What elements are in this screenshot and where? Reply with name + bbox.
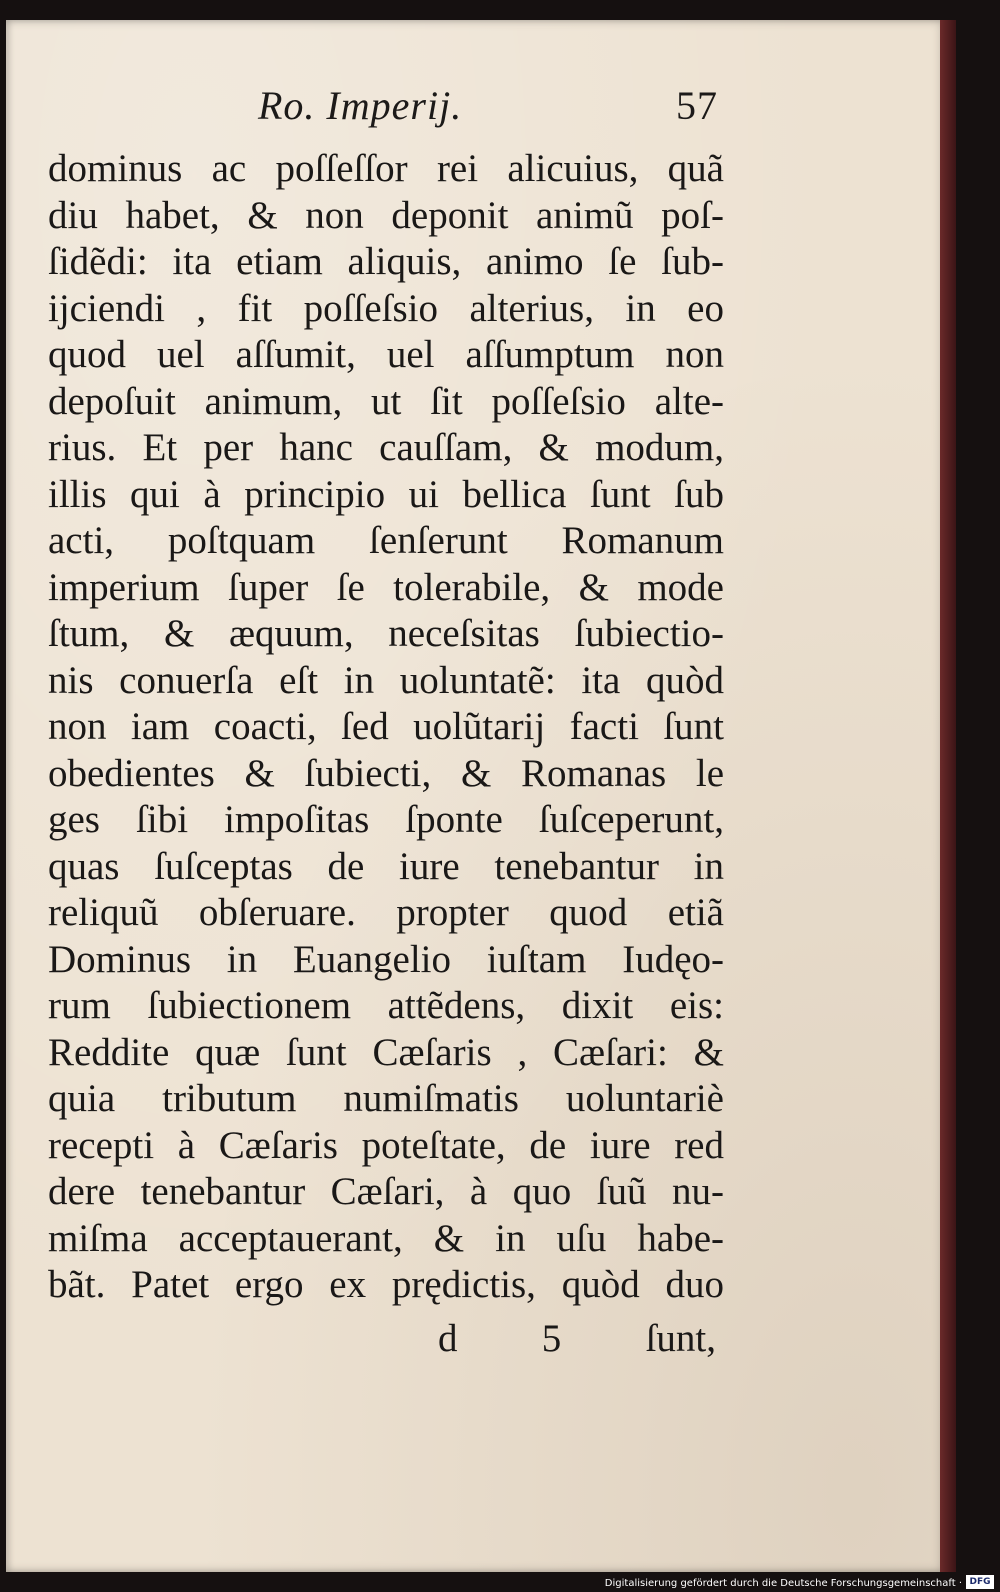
text-line: quas ſuſceptas de iure tenebantur in <box>48 844 724 888</box>
text-line: quia tributum numiſmatis uoluntariè <box>48 1077 724 1120</box>
funding-credit: Digitalisierung gefördert durch die Deutsche Forschungsgemeinschaft · <box>604 1578 962 1589</box>
footer-bar <box>0 1572 1000 1592</box>
text-line: acti, poſtquam ſenſerunt Romanum <box>48 519 724 562</box>
text-line: imperium ſuper ſe tolerabile, & mode <box>48 565 724 609</box>
text-line: dere tenebantur Cæſari, à quo ſuũ nu- <box>48 1170 724 1213</box>
body-text <box>48 146 724 1309</box>
running-title: Ro. Imperij. <box>258 83 463 128</box>
text-line: miſma acceptauerant, & in uſu habe- <box>48 1216 724 1260</box>
text-line: depoſuit animum, ut ſit poſſeſsio alte- <box>48 379 724 423</box>
dfg-logo: DFG <box>966 1575 994 1589</box>
text-line: diu habet, & non deponit animũ poſ- <box>48 193 724 237</box>
text-line: ijciendi , fit poſſeſsio alterius, in eo <box>48 286 724 330</box>
signature-mark: d <box>438 1317 458 1360</box>
text-line: obedientes & ſubiecti, & Romanas le <box>48 751 724 795</box>
text-line: bãt. Patet ergo ex prędictis, quòd duo <box>48 1263 724 1306</box>
signature-line <box>438 1316 716 1361</box>
page-number: 57 <box>676 83 718 128</box>
book-spine-edge <box>940 20 956 1572</box>
text-line: recepti à Cæſaris poteſtate, de iure red <box>48 1123 724 1167</box>
catchword: ſunt, <box>645 1317 716 1360</box>
text-line: rius. Et per hanc cauſſam, & modum, <box>48 426 724 469</box>
text-line: ſtum, & æquum, neceſsitas ſubiectio- <box>48 612 724 655</box>
text-line: rum ſubiectionem attẽdens, dixit eis: <box>48 984 724 1027</box>
text-line: reliquũ obſeruare. propter quod etiã <box>48 891 724 934</box>
text-line: Dominus in Euangelio iuſtam Iudęo- <box>48 937 724 981</box>
text-line: nis conuerſa eſt in uoluntatẽ: ita quòd <box>48 658 724 702</box>
text-line: quod uel aſſumit, uel aſſumptum non <box>48 333 724 376</box>
text-line: ges ſibi impoſitas ſponte ſuſceperunt, <box>48 798 724 841</box>
text-line: Reddite quæ ſunt Cæſaris , Cæſari: & <box>48 1030 724 1074</box>
text-line: dominus ac poſſeſſor rei alicuius, quã <box>48 147 724 190</box>
signature-number: 5 <box>541 1317 562 1360</box>
text-line: illis qui à principio ui bellica ſunt ſub <box>48 472 724 516</box>
running-head <box>258 82 718 129</box>
text-line: ſidẽdi: ita etiam aliquis, animo ſe ſub- <box>48 240 724 283</box>
text-line: non iam coacti, ſed uolũtarij facti ſunt <box>48 705 724 748</box>
